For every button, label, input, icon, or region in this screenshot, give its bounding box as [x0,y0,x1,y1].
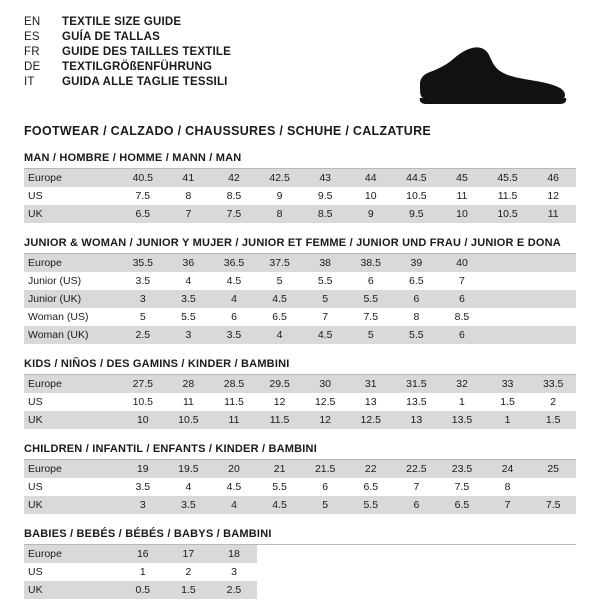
cell: 6.5 [120,205,166,223]
cell: 1.5 [530,411,576,429]
table-row [24,308,576,326]
cell: 7.5 [530,496,576,514]
cell: 37.5 [257,254,303,272]
language-title: GUIDE DES TAILLES TEXTILE [62,46,231,58]
language-title: TEXTILGRÖßENFÜHRUNG [62,61,213,73]
table-row [24,411,576,429]
table-row [24,375,576,393]
cell: 6 [302,478,348,496]
cell: 8.5 [211,187,257,205]
cell: 3 [211,563,257,581]
cell: 38.5 [348,254,394,272]
cell: 12 [302,411,348,429]
language-title: GUÍA DE TALLAS [62,31,160,43]
cell: 19.5 [166,460,212,478]
cell: 5.5 [257,478,303,496]
cell: 12.5 [348,411,394,429]
table-row [24,272,576,290]
cell [439,563,485,581]
cell: 4 [211,496,257,514]
cell: 13 [348,393,394,411]
cell: 6.5 [257,308,303,326]
row-label: Woman (UK) [24,326,120,344]
cell: 5 [302,496,348,514]
row-label: UK [24,205,120,223]
cell: 29.5 [257,375,303,393]
table-row [24,496,576,514]
cell: 3.5 [120,478,166,496]
cell: 7.5 [439,478,485,496]
cell: 11.5 [257,411,303,429]
cell: 42.5 [257,169,303,187]
cell: 19 [120,460,166,478]
cell: 0.5 [120,581,166,599]
cell [348,545,394,563]
cell: 40.5 [120,169,166,187]
cell: 17 [166,545,212,563]
cell: 11 [530,205,576,223]
dress-shoe-icon [390,38,570,108]
row-label: UK [24,411,120,429]
cell: 10.5 [485,205,531,223]
cell [257,581,303,599]
cell: 5 [348,326,394,344]
cell: 4.5 [211,272,257,290]
table-row [24,563,576,581]
cell: 10.5 [394,187,440,205]
cell: 6 [394,496,440,514]
cell: 9.5 [302,187,348,205]
cell [348,581,394,599]
cell: 4 [166,272,212,290]
cell: 13 [394,411,440,429]
row-label: US [24,563,120,581]
cell: 8 [166,187,212,205]
cell: 11 [439,187,485,205]
cell: 21 [257,460,303,478]
cell: 28 [166,375,212,393]
cell: 4 [166,478,212,496]
table-row [24,478,576,496]
cell: 3 [120,496,166,514]
cell: 3.5 [211,326,257,344]
row-label: US [24,478,120,496]
cell: 3 [166,326,212,344]
cell: 6 [348,272,394,290]
cell [485,290,531,308]
cell: 11.5 [211,393,257,411]
cell: 8 [257,205,303,223]
cell: 9 [348,205,394,223]
language-title-list [24,16,231,91]
cell: 20 [211,460,257,478]
cell: 2.5 [120,326,166,344]
cell: 28.5 [211,375,257,393]
cell: 5.5 [166,308,212,326]
cell: 7 [439,272,485,290]
cell: 43 [302,169,348,187]
cell: 44 [348,169,394,187]
cell: 35.5 [120,254,166,272]
table-row [24,290,576,308]
table-row [24,460,576,478]
language-row [24,31,231,46]
cell: 10.5 [120,393,166,411]
cell: 36 [166,254,212,272]
language-title: TEXTILE SIZE GUIDE [62,16,182,28]
table-row [24,254,576,272]
cell [530,254,576,272]
row-label: Europe [24,254,120,272]
cell: 38 [302,254,348,272]
cell: 4.5 [302,326,348,344]
cell: 8 [394,308,440,326]
table-row [24,187,576,205]
cell: 9.5 [394,205,440,223]
cell: 4.5 [257,496,303,514]
cell: 27.5 [120,375,166,393]
cell: 4.5 [211,478,257,496]
cell: 10 [439,205,485,223]
cell: 10 [120,411,166,429]
cell [530,272,576,290]
table-row [24,393,576,411]
cell [394,563,440,581]
cell: 2.5 [211,581,257,599]
section-title: KIDS / NIÑOS / DES GAMINS / KINDER / BAMBINI [24,358,576,375]
language-title: GUIDA ALLE TAGLIE TESSILI [62,76,228,88]
cell: 6.5 [348,478,394,496]
cell [439,545,485,563]
size-table-babies [24,545,576,599]
cell: 7.5 [211,205,257,223]
cell [530,563,576,581]
section-man [24,152,576,223]
cell: 45.5 [485,169,531,187]
cell [530,581,576,599]
cell [530,308,576,326]
section-kids [24,358,576,429]
cell: 31.5 [394,375,440,393]
row-label: UK [24,581,120,599]
cell: 3 [120,290,166,308]
cell [439,581,485,599]
row-label: Junior (UK) [24,290,120,308]
cell: 1.5 [166,581,212,599]
cell [530,326,576,344]
language-row [24,61,231,76]
language-code: EN [24,16,41,28]
cell: 4.5 [257,290,303,308]
cell: 12.5 [302,393,348,411]
cell: 7 [302,308,348,326]
cell: 2 [166,563,212,581]
row-label: Woman (US) [24,308,120,326]
cell: 3.5 [166,290,212,308]
cell: 25 [530,460,576,478]
language-code: DE [24,61,41,73]
row-label: US [24,393,120,411]
page-title: FOOTWEAR / CALZADO / CHAUSSURES / SCHUHE / CALZATURE [24,124,432,138]
cell: 11 [166,393,212,411]
section-title: CHILDREN / INFANTIL / ENFANTS / KINDER / BAMBINI [24,443,576,460]
cell: 31 [348,375,394,393]
cell [485,563,531,581]
cell: 16 [120,545,166,563]
cell: 1 [485,411,531,429]
cell: 11 [211,411,257,429]
cell: 8.5 [302,205,348,223]
cell: 8.5 [439,308,485,326]
document-header [24,16,576,112]
section-babies [24,528,576,599]
cell [394,545,440,563]
cell: 13.5 [394,393,440,411]
section-children [24,443,576,514]
size-table-man [24,169,576,223]
cell: 7 [394,478,440,496]
row-label: US [24,187,120,205]
cell: 46 [530,169,576,187]
cell: 6 [439,326,485,344]
table-row [24,581,576,599]
cell: 42 [211,169,257,187]
cell: 12 [257,393,303,411]
cell: 11.5 [485,187,531,205]
cell: 45 [439,169,485,187]
cell: 21.5 [302,460,348,478]
section-junior-woman [24,237,576,344]
cell: 36.5 [211,254,257,272]
cell: 23.5 [439,460,485,478]
cell: 7 [166,205,212,223]
section-title: JUNIOR & WOMAN / JUNIOR Y MUJER / JUNIOR ET FEMME / JUNIOR UND FRAU / JUNIOR E DONA [24,237,576,254]
row-label: Junior (US) [24,272,120,290]
section-title: BABIES / BEBÉS / BÉBÉS / BABYS / BAMBINI [24,528,576,545]
cell: 4 [257,326,303,344]
cell [302,545,348,563]
table-row [24,326,576,344]
language-row [24,46,231,61]
cell: 9 [257,187,303,205]
cell: 6 [211,308,257,326]
cell: 7.5 [348,308,394,326]
cell: 4 [211,290,257,308]
cell [485,308,531,326]
cell [485,545,531,563]
language-row [24,16,231,31]
table-row [24,169,576,187]
cell: 5 [302,290,348,308]
cell [302,581,348,599]
cell [485,254,531,272]
table-row [24,205,576,223]
cell: 13.5 [439,411,485,429]
cell: 33 [485,375,531,393]
language-code: FR [24,46,40,58]
row-label: Europe [24,460,120,478]
cell: 8 [485,478,531,496]
cell: 6 [394,290,440,308]
cell: 10.5 [166,411,212,429]
row-label: UK [24,496,120,514]
cell: 2 [530,393,576,411]
cell: 5.5 [302,272,348,290]
cell [530,545,576,563]
cell: 44.5 [394,169,440,187]
size-table-junior-woman [24,254,576,344]
cell: 41 [166,169,212,187]
cell: 1 [439,393,485,411]
cell: 1 [120,563,166,581]
cell: 7.5 [120,187,166,205]
cell: 32 [439,375,485,393]
size-table-kids [24,375,576,429]
cell [348,563,394,581]
cell: 3.5 [166,496,212,514]
cell: 5 [257,272,303,290]
cell: 5.5 [394,326,440,344]
cell: 10 [348,187,394,205]
row-label: Europe [24,375,120,393]
cell: 30 [302,375,348,393]
cell: 22.5 [394,460,440,478]
cell: 39 [394,254,440,272]
language-code: IT [24,76,35,88]
cell: 5.5 [348,496,394,514]
cell [485,326,531,344]
cell [257,563,303,581]
cell [485,581,531,599]
section-title: MAN / HOMBRE / HOMME / MANN / MAN [24,152,576,169]
cell: 6.5 [394,272,440,290]
cell: 22 [348,460,394,478]
size-table-children [24,460,576,514]
cell: 3.5 [120,272,166,290]
row-label: Europe [24,545,120,563]
language-code: ES [24,31,40,43]
row-label: Europe [24,169,120,187]
cell: 18 [211,545,257,563]
cell: 24 [485,460,531,478]
cell: 1.5 [485,393,531,411]
table-row [24,545,576,563]
cell [485,272,531,290]
cell: 7 [485,496,531,514]
cell [394,581,440,599]
cell: 5 [120,308,166,326]
cell [257,545,303,563]
cell: 6 [439,290,485,308]
cell: 5.5 [348,290,394,308]
cell [302,563,348,581]
cell: 33.5 [530,375,576,393]
cell: 12 [530,187,576,205]
cell [530,478,576,496]
cell: 6.5 [439,496,485,514]
cell [530,290,576,308]
cell: 40 [439,254,485,272]
language-row [24,76,231,91]
